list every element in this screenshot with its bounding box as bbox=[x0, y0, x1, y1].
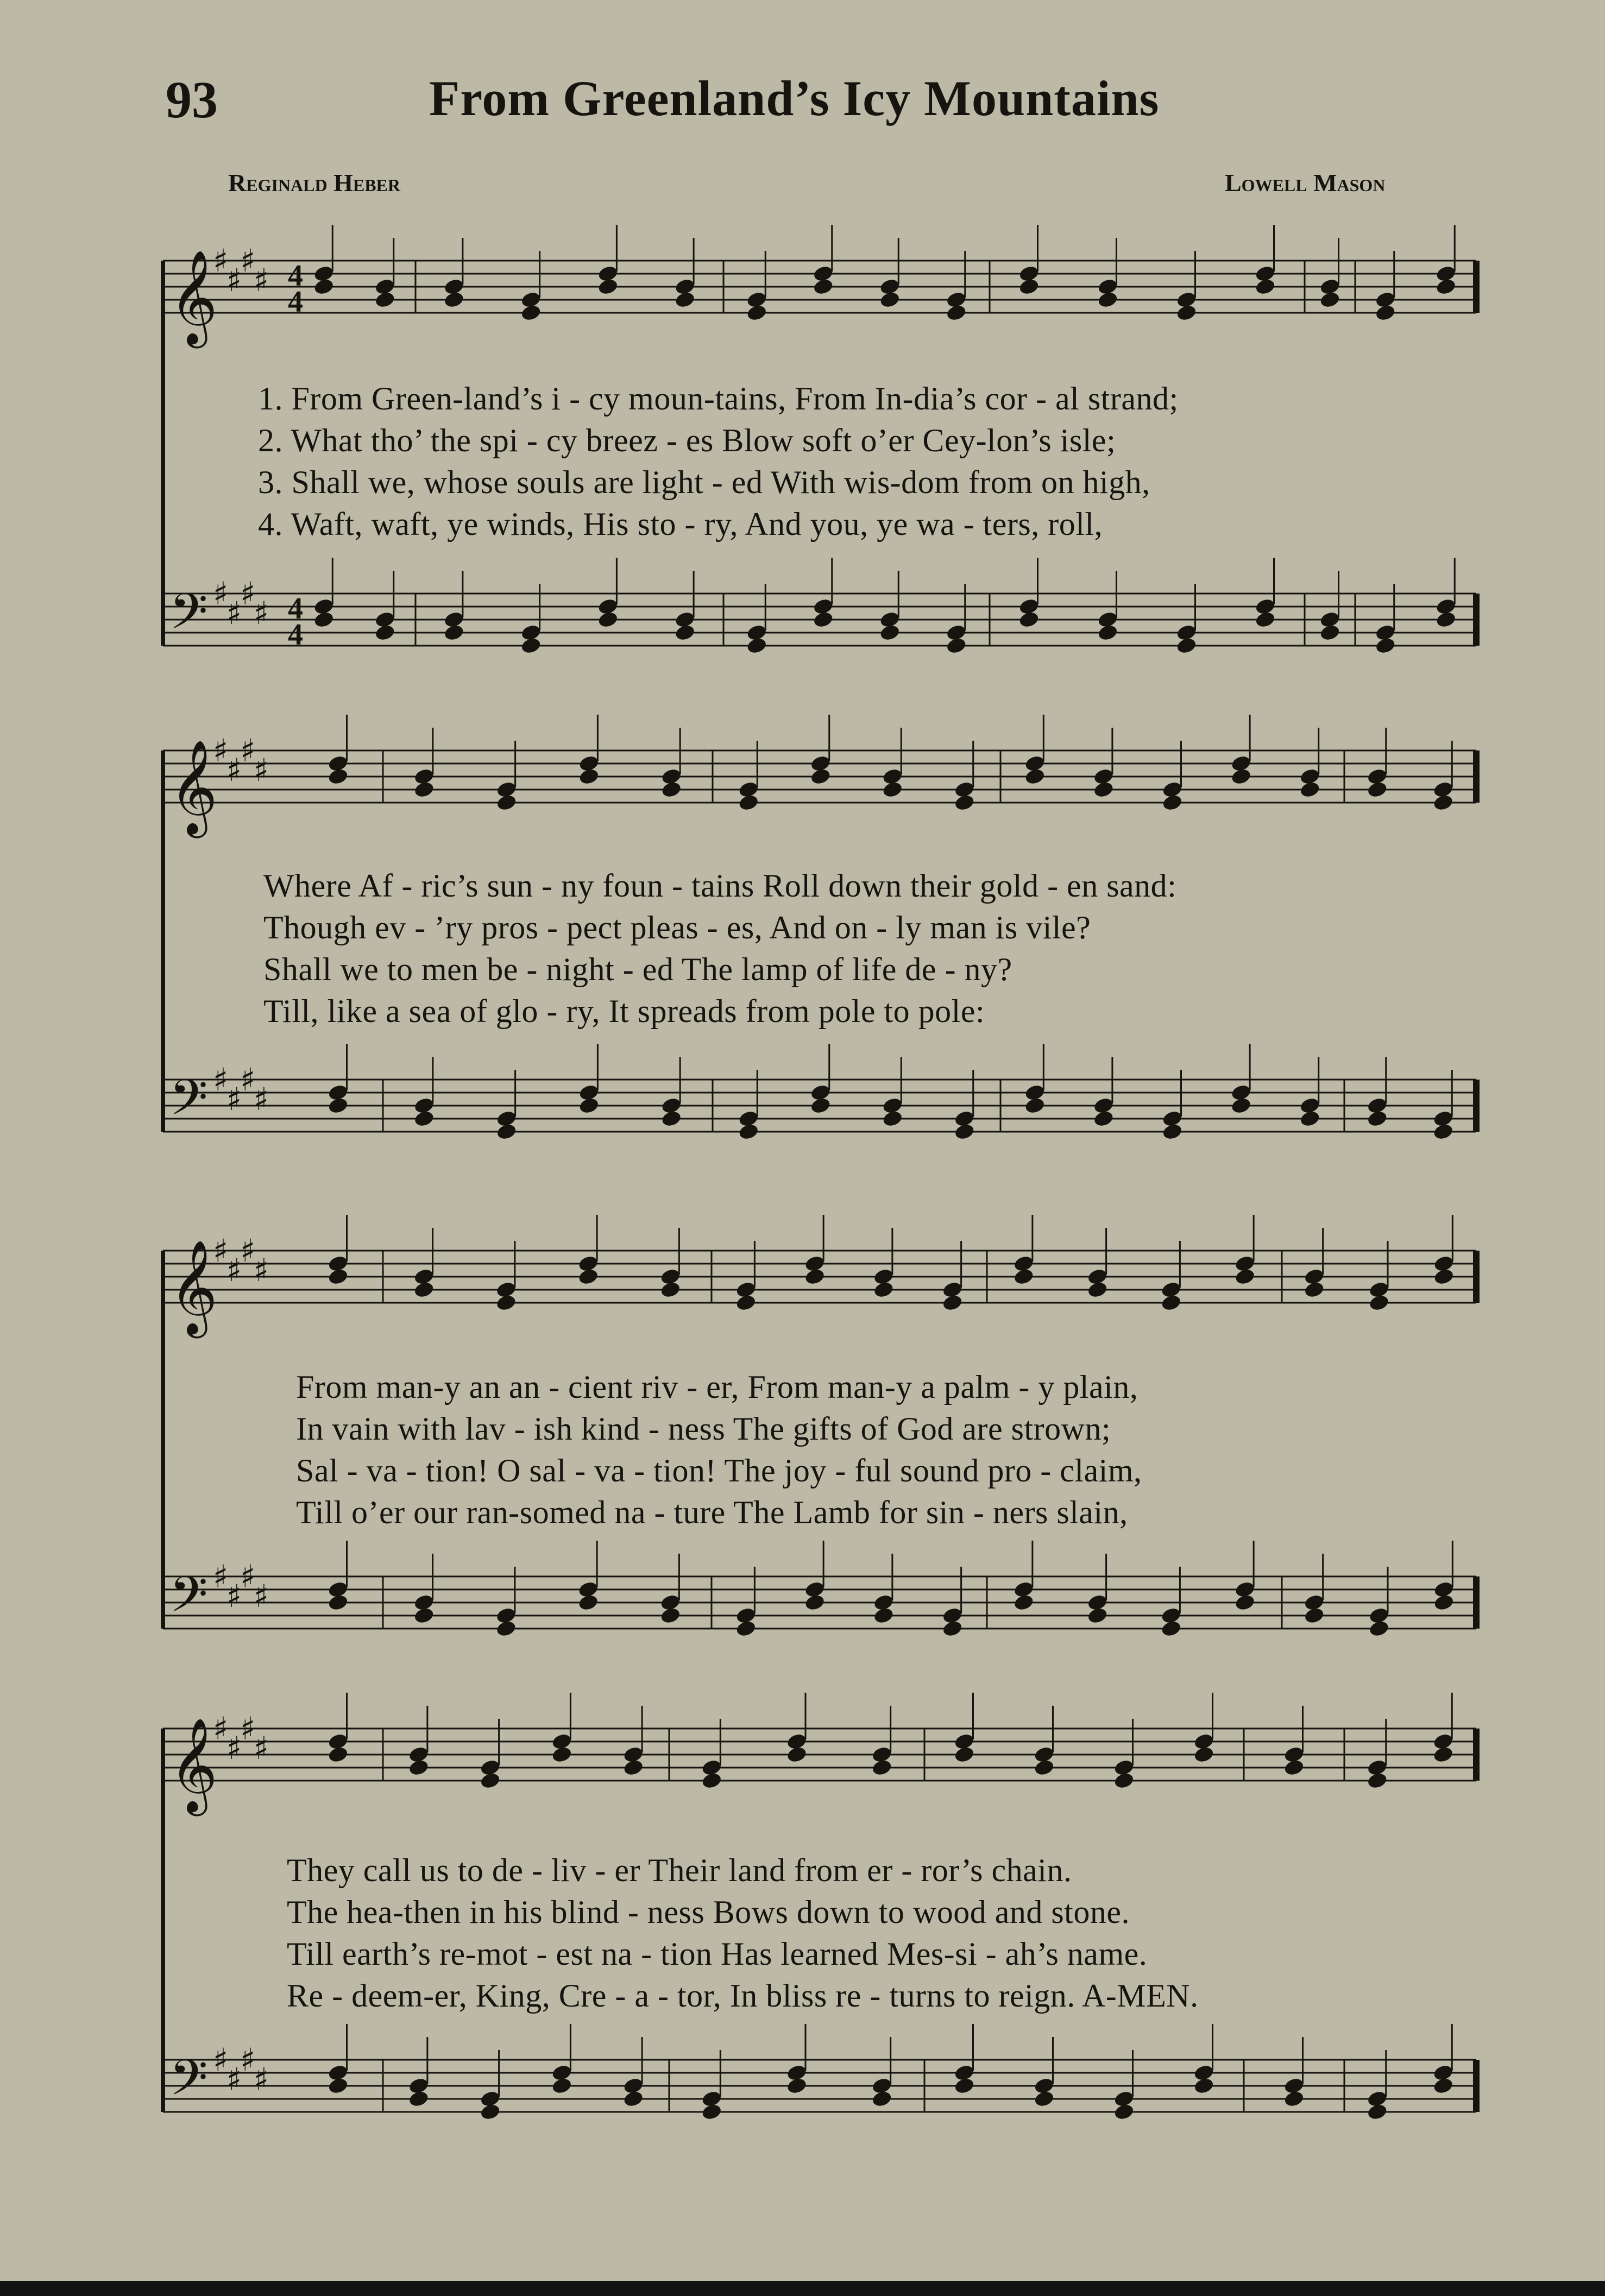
notehead bbox=[408, 1758, 430, 1777]
notehead bbox=[660, 1109, 682, 1128]
notehead bbox=[496, 1122, 518, 1141]
notehead bbox=[1367, 780, 1388, 799]
notehead bbox=[1097, 291, 1118, 309]
notehead bbox=[1093, 1109, 1115, 1128]
sharp-icon: ♯ bbox=[254, 595, 269, 632]
sharp-icon: ♯ bbox=[254, 262, 269, 299]
notehead bbox=[1435, 610, 1457, 629]
notehead bbox=[327, 2077, 349, 2095]
notehead bbox=[942, 1294, 964, 1312]
notehead bbox=[313, 610, 335, 629]
notehead bbox=[1093, 780, 1115, 799]
notehead bbox=[495, 1294, 517, 1312]
notehead bbox=[1299, 780, 1321, 799]
lyric-line: 1. From Green-land’s i - cy moun-tains, From In-dia’s cor - al strand; bbox=[258, 381, 1179, 417]
notehead bbox=[735, 1294, 757, 1312]
lyric-line: Till earth’s re-mot - est na - tion Has learned Mes-si - ah’s name. bbox=[287, 1936, 1148, 1972]
notehead bbox=[871, 2090, 893, 2108]
notehead bbox=[1193, 1745, 1214, 1764]
notehead bbox=[1160, 1619, 1182, 1638]
sharp-icon: ♯ bbox=[240, 2041, 256, 2078]
notehead bbox=[1018, 610, 1040, 629]
lyric-line: The hea-then in his blind - ness Bows down to wood and stone. bbox=[287, 1894, 1130, 1930]
sharp-icon: ♯ bbox=[254, 1252, 269, 1289]
sharp-icon: ♯ bbox=[226, 1578, 242, 1614]
lyric-line: Though ev - ’ry pros - pect pleas - es, And on - ly man is vile? bbox=[263, 910, 1091, 945]
notehead bbox=[1319, 623, 1340, 642]
notehead bbox=[1018, 277, 1040, 296]
notehead bbox=[413, 780, 435, 799]
notehead bbox=[1368, 1619, 1390, 1638]
lyric-line: 2. What tho’ the spi - cy breez - es Blow soft o’er Cey-lon’s isle; bbox=[258, 422, 1116, 458]
notehead bbox=[659, 1606, 681, 1625]
notehead bbox=[480, 2103, 501, 2121]
notehead bbox=[495, 1619, 517, 1638]
notehead bbox=[1097, 623, 1118, 642]
time-signature-bottom: 4 bbox=[288, 285, 303, 319]
notehead bbox=[577, 1267, 599, 1286]
sharp-icon: ♯ bbox=[213, 1558, 229, 1595]
sharp-icon: ♯ bbox=[213, 1061, 229, 1098]
time-signature-top: 4 bbox=[288, 592, 303, 626]
treble-clef-icon: 𝄞 bbox=[169, 740, 218, 834]
notehead bbox=[443, 291, 465, 309]
notehead bbox=[551, 2077, 572, 2095]
notehead bbox=[1024, 1096, 1046, 1115]
notehead bbox=[1087, 1281, 1109, 1299]
notehead bbox=[1432, 1745, 1454, 1764]
notehead bbox=[735, 1619, 757, 1638]
lyric-line: From man-y an an - cient riv - er, From man-y a palm - y plain, bbox=[296, 1369, 1138, 1405]
sharp-icon: ♯ bbox=[213, 732, 229, 769]
notehead bbox=[659, 1281, 681, 1299]
notehead bbox=[738, 1122, 759, 1141]
bass-clef-icon: 𝄢 bbox=[169, 2049, 208, 2118]
notehead bbox=[1013, 1593, 1035, 1612]
lyricist-credit: Reginald Heber bbox=[228, 169, 400, 197]
notehead bbox=[879, 623, 901, 642]
sharp-icon: ♯ bbox=[254, 1081, 269, 1118]
notehead bbox=[1367, 1771, 1388, 1790]
notehead bbox=[1013, 1267, 1035, 1286]
lyric-line: In vain with lav - ish kind - ness The gifts of God are strown; bbox=[296, 1411, 1111, 1447]
sharp-icon: ♯ bbox=[226, 1730, 242, 1767]
lyric-line: Sal - va - tion! O sal - va - tion! The joy - ful sound pro - claim, bbox=[296, 1453, 1142, 1488]
sharp-icon: ♯ bbox=[226, 262, 242, 299]
notehead bbox=[1230, 1096, 1252, 1115]
sharp-icon: ♯ bbox=[213, 575, 229, 612]
notehead bbox=[871, 1758, 893, 1777]
sharp-icon: ♯ bbox=[240, 1232, 256, 1269]
sharp-icon: ♯ bbox=[240, 732, 256, 769]
notehead bbox=[1375, 636, 1396, 655]
sharp-icon: ♯ bbox=[226, 1252, 242, 1289]
treble-clef-icon: 𝄞 bbox=[169, 250, 218, 344]
notehead bbox=[1234, 1267, 1256, 1286]
notehead bbox=[622, 1758, 644, 1777]
notehead bbox=[804, 1267, 826, 1286]
time-signature-bottom: 4 bbox=[288, 618, 303, 652]
notehead bbox=[578, 1096, 600, 1115]
notehead bbox=[1033, 1758, 1055, 1777]
notehead bbox=[1319, 291, 1340, 309]
notehead bbox=[954, 1122, 975, 1141]
notehead bbox=[1433, 1267, 1455, 1286]
notehead bbox=[374, 291, 396, 309]
notehead bbox=[882, 780, 903, 799]
notehead bbox=[1087, 1606, 1109, 1625]
notehead bbox=[327, 1593, 349, 1612]
notehead bbox=[1193, 2077, 1214, 2095]
notehead bbox=[597, 610, 619, 629]
sharp-icon: ♯ bbox=[226, 2061, 242, 2098]
notehead bbox=[578, 767, 600, 786]
notehead bbox=[746, 304, 767, 322]
bass-clef-icon: 𝄢 bbox=[169, 1069, 208, 1138]
sharp-icon: ♯ bbox=[240, 1710, 256, 1747]
notehead bbox=[946, 636, 967, 655]
notehead bbox=[577, 1593, 599, 1612]
notehead bbox=[1161, 1122, 1183, 1141]
notehead bbox=[1161, 793, 1183, 812]
notehead bbox=[1375, 304, 1396, 322]
sharp-icon: ♯ bbox=[226, 1081, 242, 1118]
hymn-number: 93 bbox=[166, 71, 218, 129]
sharp-icon: ♯ bbox=[213, 242, 229, 279]
notehead bbox=[1033, 2090, 1055, 2108]
lyric-line: Shall we to men be - night - ed The lamp of life de - ny? bbox=[263, 951, 1012, 987]
lyric-line: 4. Waft, waft, ye winds, His sto - ry, And you, ye wa - ters, roll, bbox=[258, 506, 1103, 542]
bass-clef-icon: 𝄢 bbox=[169, 1566, 208, 1635]
sharp-icon: ♯ bbox=[213, 2041, 229, 2078]
bass-clef-icon: 𝄢 bbox=[169, 583, 208, 652]
notehead bbox=[879, 291, 901, 309]
notehead bbox=[443, 623, 465, 642]
notehead bbox=[946, 304, 967, 322]
treble-clef-icon: 𝄞 bbox=[169, 1240, 218, 1334]
notehead bbox=[622, 2090, 644, 2108]
notehead bbox=[1367, 1109, 1388, 1128]
notehead bbox=[1432, 2077, 1454, 2095]
notehead bbox=[1234, 1593, 1256, 1612]
treble-clef-icon: 𝄞 bbox=[169, 1718, 218, 1812]
notehead bbox=[496, 793, 518, 812]
notehead bbox=[1432, 793, 1454, 812]
notehead bbox=[413, 1109, 435, 1128]
notehead bbox=[520, 304, 542, 322]
notehead bbox=[327, 1267, 349, 1286]
notehead bbox=[1432, 1122, 1454, 1141]
notehead bbox=[882, 1109, 903, 1128]
notehead bbox=[597, 277, 619, 296]
notehead bbox=[1160, 1294, 1182, 1312]
notehead bbox=[1113, 2103, 1135, 2121]
lyric-line: Till, like a sea of glo - ry, It spreads from pole to pole: bbox=[263, 993, 985, 1029]
notehead bbox=[674, 623, 696, 642]
notehead bbox=[1283, 1758, 1305, 1777]
notehead bbox=[813, 277, 834, 296]
notehead bbox=[520, 636, 542, 655]
notehead bbox=[674, 291, 696, 309]
notehead bbox=[810, 767, 832, 786]
sharp-icon: ♯ bbox=[240, 575, 256, 612]
notehead bbox=[810, 1096, 832, 1115]
notehead bbox=[660, 780, 682, 799]
notehead bbox=[1304, 1281, 1325, 1299]
notehead bbox=[413, 1281, 435, 1299]
notehead bbox=[408, 2090, 430, 2108]
notehead bbox=[1175, 636, 1197, 655]
notehead bbox=[327, 767, 349, 786]
notehead bbox=[804, 1593, 826, 1612]
notehead bbox=[1435, 277, 1457, 296]
notehead bbox=[327, 1096, 349, 1115]
notehead bbox=[954, 793, 975, 812]
lyric-line: Till o’er our ran-somed na - ture The Lamb for sin - ners slain, bbox=[296, 1494, 1128, 1530]
notehead bbox=[873, 1281, 895, 1299]
sharp-icon: ♯ bbox=[254, 2061, 269, 2098]
notehead bbox=[873, 1606, 895, 1625]
notehead bbox=[746, 636, 767, 655]
notehead bbox=[551, 1745, 572, 1764]
sharp-icon: ♯ bbox=[213, 1232, 229, 1269]
notehead bbox=[813, 610, 834, 629]
sharp-icon: ♯ bbox=[226, 595, 242, 632]
notehead bbox=[480, 1771, 501, 1790]
sharp-icon: ♯ bbox=[254, 1730, 269, 1767]
hymn-title: From Greenland’s Icy Mountains bbox=[429, 71, 1160, 126]
lyric-line: Re - deem-er, King, Cre - a - tor, In bliss re - turns to reign. A-MEN. bbox=[287, 1978, 1199, 2014]
lyric-line: They call us to de - liv - er Their land from er - ror’s chain. bbox=[287, 1852, 1072, 1888]
notehead bbox=[1433, 1593, 1455, 1612]
notehead bbox=[413, 1606, 435, 1625]
sharp-icon: ♯ bbox=[226, 752, 242, 789]
notehead bbox=[1024, 767, 1046, 786]
notehead bbox=[701, 2103, 722, 2121]
notehead bbox=[786, 2077, 808, 2095]
notehead bbox=[738, 793, 759, 812]
lyric-line: 3. Shall we, whose souls are light - ed With wis-dom from on high, bbox=[258, 464, 1150, 500]
sharp-icon: ♯ bbox=[240, 1061, 256, 1098]
notehead bbox=[1299, 1109, 1321, 1128]
notehead bbox=[1230, 767, 1252, 786]
sharp-icon: ♯ bbox=[254, 752, 269, 789]
page-bottom-edge bbox=[0, 2281, 1605, 2296]
notehead bbox=[1113, 1771, 1135, 1790]
notehead bbox=[1368, 1294, 1390, 1312]
sharp-icon: ♯ bbox=[213, 1710, 229, 1747]
notehead bbox=[953, 1745, 975, 1764]
sharp-icon: ♯ bbox=[254, 1578, 269, 1614]
notehead bbox=[953, 2077, 975, 2095]
notehead bbox=[701, 1771, 722, 1790]
sharp-icon: ♯ bbox=[240, 1558, 256, 1595]
notehead bbox=[313, 277, 335, 296]
notehead bbox=[1304, 1606, 1325, 1625]
notehead bbox=[942, 1619, 964, 1638]
composer-credit: Lowell Mason bbox=[1225, 169, 1386, 197]
sharp-icon: ♯ bbox=[240, 242, 256, 279]
notehead bbox=[1283, 2090, 1305, 2108]
lyric-line: Where Af - ric’s sun - ny foun - tains Roll down their gold - en sand: bbox=[263, 868, 1177, 904]
notehead bbox=[1367, 2103, 1388, 2121]
notehead bbox=[1175, 304, 1197, 322]
notehead bbox=[327, 1745, 349, 1764]
time-signature-top: 4 bbox=[288, 259, 303, 293]
notehead bbox=[374, 623, 396, 642]
notehead bbox=[1254, 277, 1276, 296]
notehead bbox=[1254, 610, 1276, 629]
notehead bbox=[786, 1745, 808, 1764]
